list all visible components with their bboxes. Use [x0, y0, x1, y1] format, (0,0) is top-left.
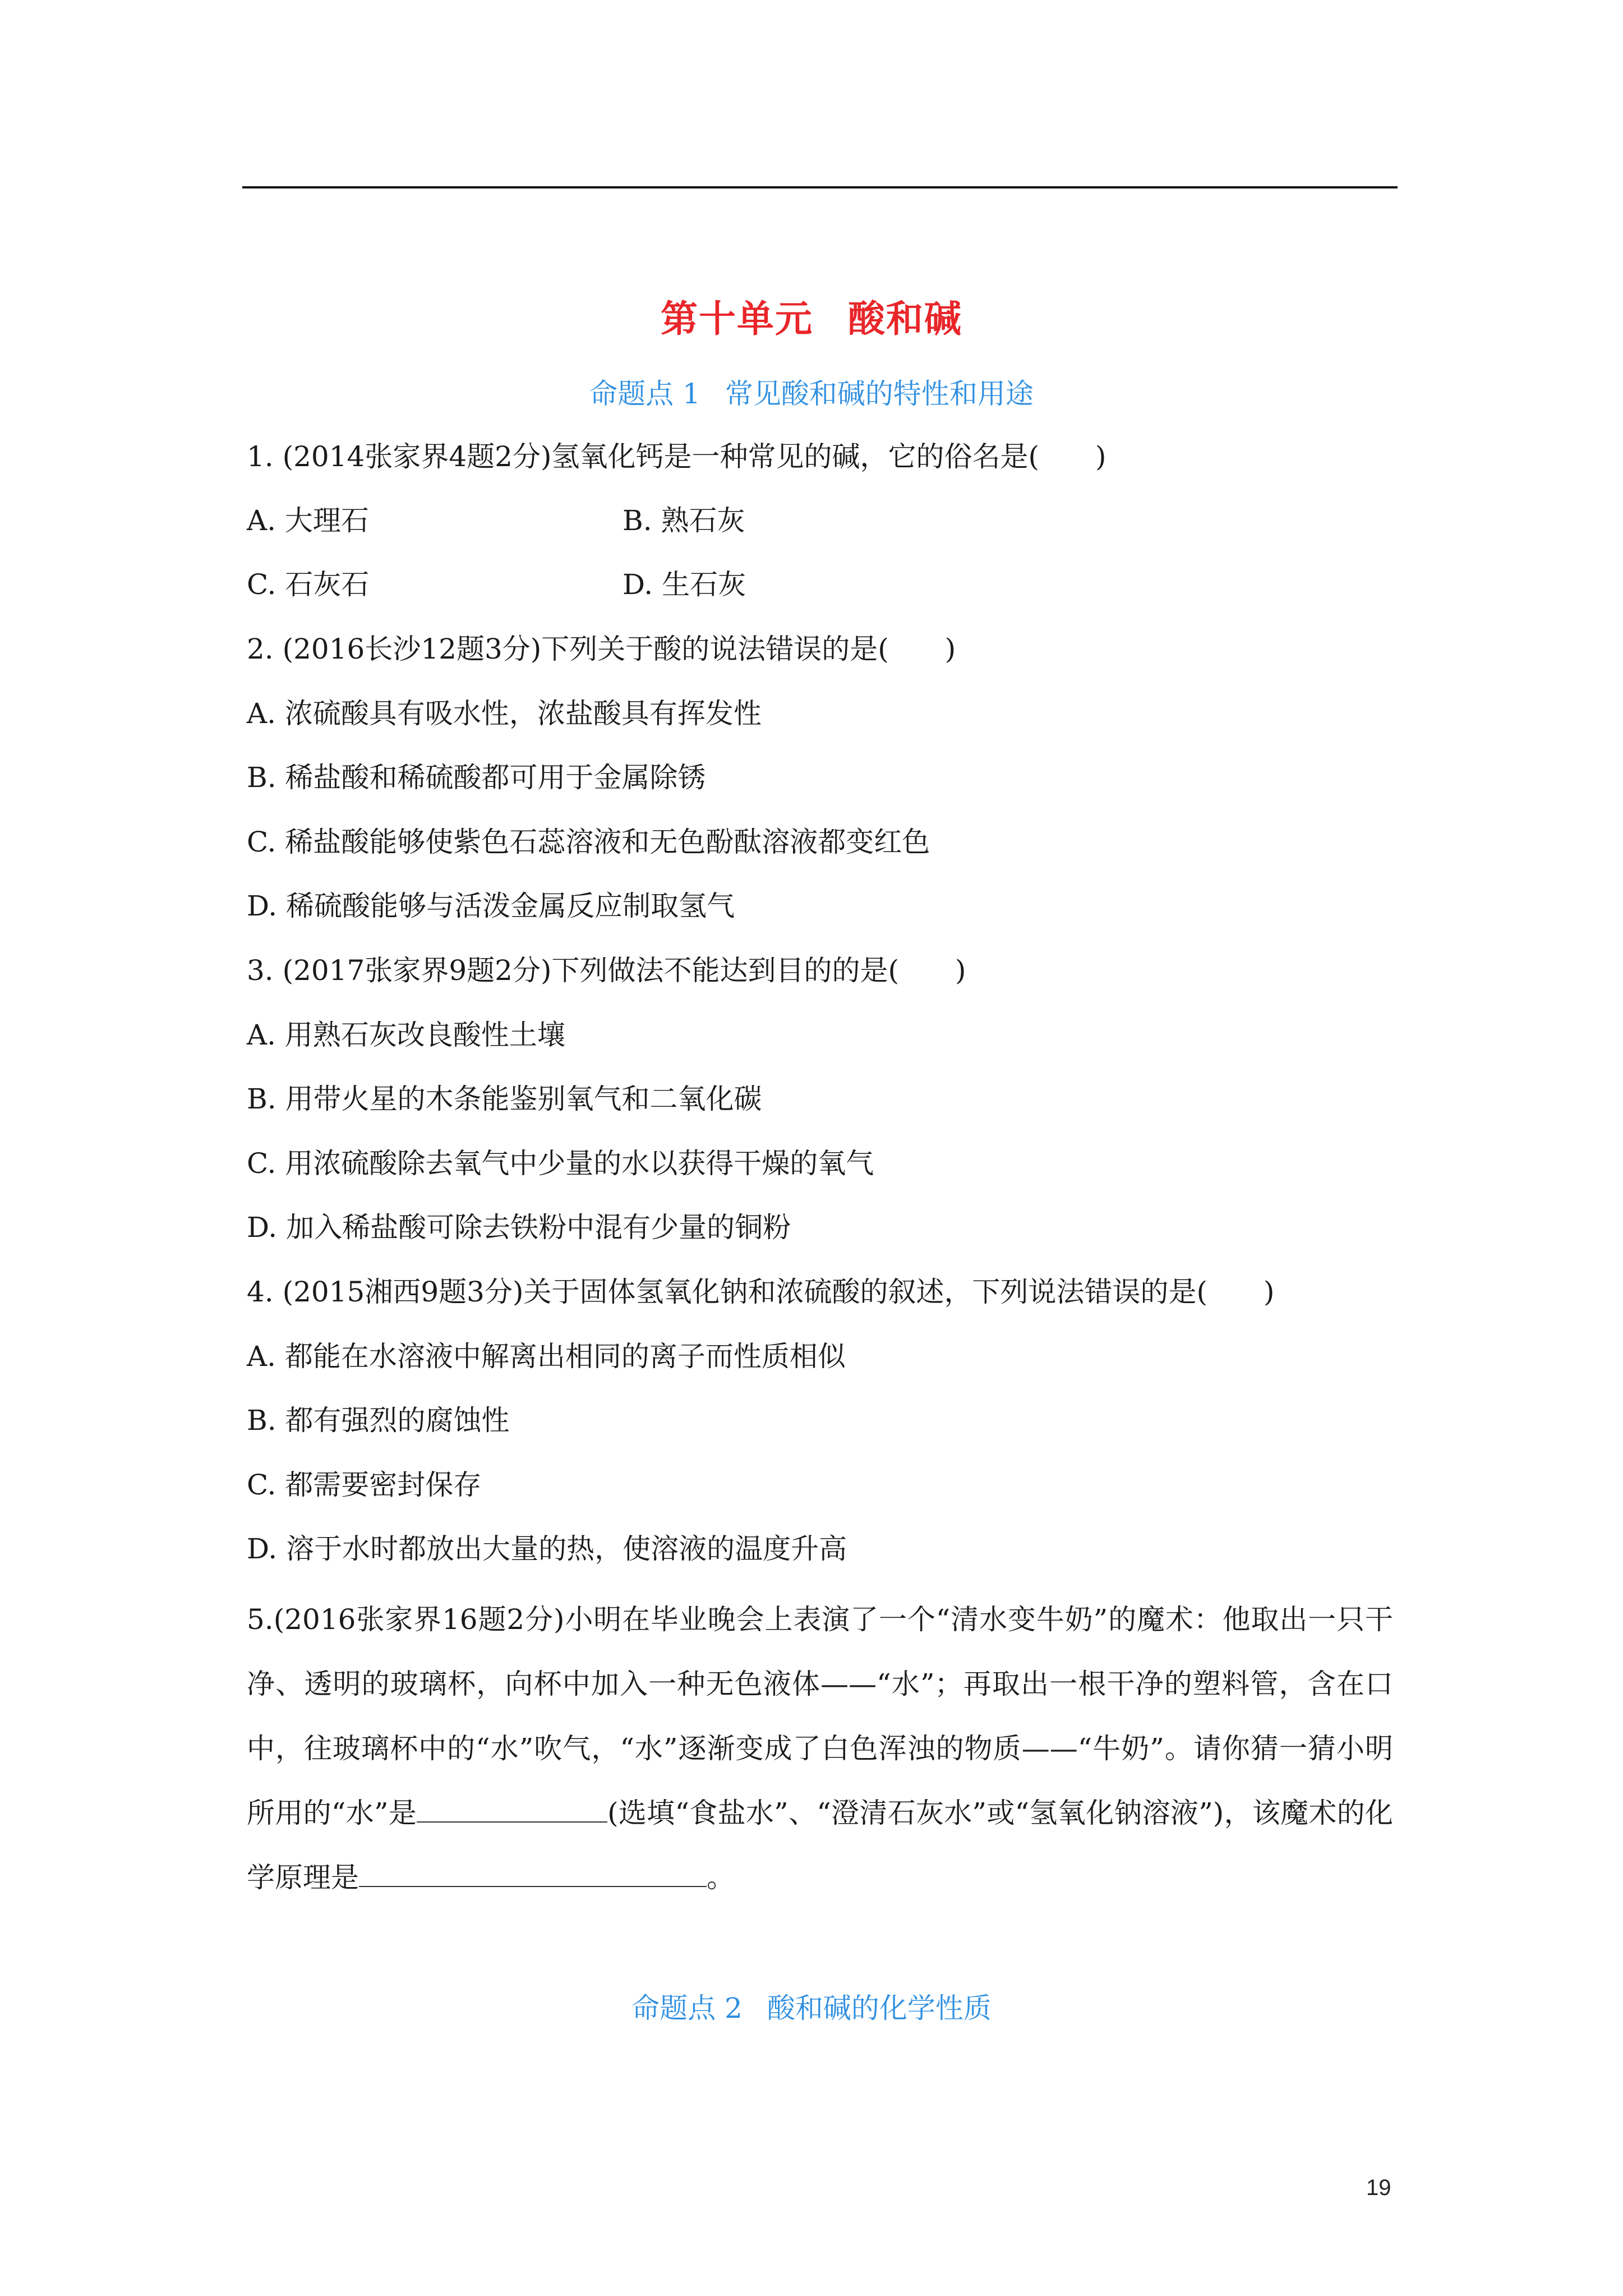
section-2-title: 酸和碱的化学性质	[767, 1992, 992, 2024]
question-5-text-2: (选填“食盐水”、“澄清石灰水”或“氢氧化钠溶液”)，该魔术的化学原理是	[247, 1797, 1393, 1894]
question-3-option-d: D. 加入稀盐酸可除去铁粉中混有少量的铜粉	[247, 1211, 791, 1244]
question-4-stem: 4. (2015湘西9题3分)关于固体氢氧化钠和浓硫酸的叙述，下列说法错误的是( )	[247, 1276, 1275, 1308]
page-number: 19	[1366, 2175, 1391, 2200]
question-1-option-b: B. 熟石灰	[623, 504, 745, 537]
question-2-stem: 2. (2016长沙12题3分)下列关于酸的说法错误的是( )	[247, 633, 956, 665]
section-heading-2	[0, 1986, 1623, 2026]
question-4-option-c: C. 都需要密封保存	[247, 1469, 482, 1501]
question-1-option-d: D. 生石灰	[623, 568, 746, 601]
question-2-option-b: B. 稀盐酸和稀硫酸都可用于金属除锈	[247, 761, 706, 794]
question-4-option-d: D. 溶于水时都放出大量的热，使溶液的温度升高	[247, 1533, 847, 1565]
header-rule	[242, 186, 1398, 188]
question-3-option-b: B. 用带火星的木条能鉴别氧气和二氧化碳	[247, 1083, 762, 1115]
question-2-option-d: D. 稀硫酸能够与活泼金属反应制取氢气	[247, 890, 735, 922]
question-2-option-a: A. 浓硫酸具有吸水性，浓盐酸具有挥发性	[247, 697, 762, 730]
question-3-option-a: A. 用熟石灰改良酸性土壤	[247, 1019, 565, 1051]
section-1-title: 常见酸和碱的特性和用途	[725, 378, 1034, 410]
question-5-text-1: 5.(2016张家界16题2分)小明在毕业晚会上表演了一个“清水变牛奶”的魔术：他取出一只干净、透明的玻璃杯，向杯中加入一种无色液体——“水”；再取出一根干净的塑料管，含在口中，往玻璃杯中的“水”吹气，“水”逐渐变成了白色浑浊的物质——“牛奶”。请你猜一猜小明所用的“水”是	[247, 1603, 1393, 1829]
question-2-option-c: C. 稀盐酸能够使紫色石蕊溶液和无色酚酞溶液都变红色	[247, 826, 930, 858]
unit-title-topic: 酸和碱	[848, 297, 962, 341]
question-5	[247, 1588, 1393, 1910]
question-3-stem: 3. (2017张家界9题2分)下列做法不能达到目的的是( )	[247, 954, 966, 987]
section-heading-1	[0, 371, 1623, 412]
answer-blank-2[interactable]	[359, 1860, 707, 1887]
section-2-label: 命题点 2	[631, 1992, 743, 2024]
question-5-text-3: 。	[707, 1861, 735, 1894]
question-1-option-a: A. 大理石	[247, 504, 369, 537]
question-4-option-b: B. 都有强烈的腐蚀性	[247, 1404, 510, 1437]
question-4-option-a: A. 都能在水溶液中解离出相同的离子而性质相似	[247, 1340, 846, 1373]
answer-blank-1[interactable]	[417, 1796, 607, 1823]
unit-title	[0, 289, 1623, 342]
unit-title-number: 第十单元	[661, 297, 813, 341]
question-3-option-c: C. 用浓硫酸除去氧气中少量的水以获得干燥的氧气	[247, 1147, 874, 1180]
question-1-option-c: C. 石灰石	[247, 568, 370, 601]
section-1-label: 命题点 1	[589, 378, 700, 410]
question-1-stem: 1. (2014张家界4题2分)氢氧化钙是一种常见的碱，它的俗名是( )	[247, 440, 1106, 473]
